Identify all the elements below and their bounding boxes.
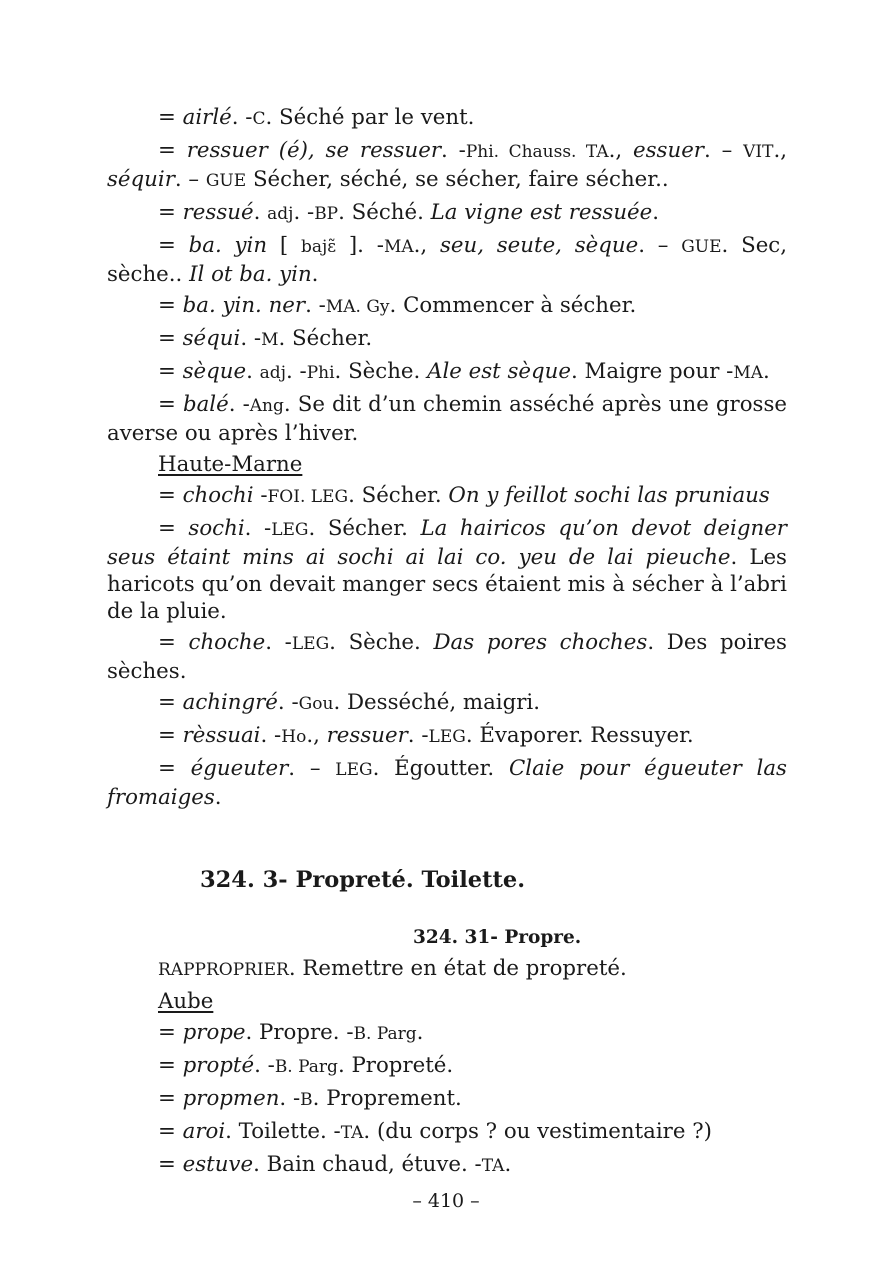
entry-ressue: = ressué. adj. -BP. Séché. La vigne est ressuée.	[158, 200, 660, 225]
entry-bale: = balé. -Ang. Se dit d’un chemin asséché après une grosse averse ou après l’hiver.	[107, 392, 787, 446]
entry-propte: = propté. -B. Parg. Propreté.	[158, 1053, 454, 1078]
entry-rapproprier: RAPPROPRIER. Remettre en état de propreté.	[158, 956, 627, 981]
entry-airle: = airlé. -C. Séché par le vent.	[158, 105, 475, 130]
region-heading-aube: Aube	[158, 989, 214, 1014]
entry-prope: = prope. Propre. -B. Parg.	[158, 1020, 424, 1045]
entry-ressuer: = ressuer (é), se ressuer. -Phi. Chauss. TA., essuer. – VIT., séquir. – GUE Sécher, séché, se sécher, faire sécher..	[107, 138, 787, 192]
entry-propmen: = propmen. -B. Proprement.	[158, 1086, 462, 1111]
entry-ba-yin: = ba. yin [ bajɛ̃ ]. -MA., seu, seute, sèque. – GUE. Sec, sèche.. Il ot ba. yin.	[107, 233, 787, 287]
entry-estuve: = estuve. Bain chaud, étuve. -TA.	[158, 1152, 512, 1177]
entry-achingre: = achingré. -Gou. Desséché, maigri.	[158, 690, 541, 715]
entry-sequi: = séqui. -M. Sécher.	[158, 326, 373, 351]
entry-ressuai: = rèssuai. -Ho., ressuer. -LEG. Évaporer. Ressuyer.	[158, 723, 694, 748]
entry-sochi: = sochi. -LEG. Sécher. La hairicos qu’on devot deigner seus étaint mins ai sochi ai lai co. yeu de lai pieuche. Les haricots qu’on devait manger secs étaient mis à sécher à l’abri de la pluie.	[107, 516, 787, 624]
page-number: – 410 –	[412, 1190, 480, 1212]
page-body	[107, 104, 787, 1180]
entry-seque: = sèque. adj. -Phi. Sèche. Ale est sèque. Maigre pour -MA.	[158, 359, 770, 384]
region-heading-haute-marne: Haute-Marne	[158, 452, 303, 477]
subsection-heading: 324. 31- Propre.	[413, 927, 582, 948]
entry-chochi: = chochi -FOI. LEG. Sécher. On y feillot sochi las pruniaus	[158, 483, 770, 508]
ipa-transcription: bajɛ̃	[300, 237, 337, 257]
entry-aroi: = aroi. Toilette. -TA. (du corps ? ou vestimentaire ?)	[158, 1119, 712, 1144]
section-heading: 324. 3- Propreté. Toilette.	[200, 867, 526, 893]
entry-ba-yin-ner: = ba. yin. ner. -MA. Gy. Commencer à sécher.	[158, 293, 637, 318]
entry-choche: = choche. -LEG. Sèche. Das pores choches. Des poires sèches.	[107, 630, 787, 684]
entry-egueuter: = égueuter. – LEG. Égoutter. Claie pour égueuter las fromaiges.	[107, 756, 787, 810]
